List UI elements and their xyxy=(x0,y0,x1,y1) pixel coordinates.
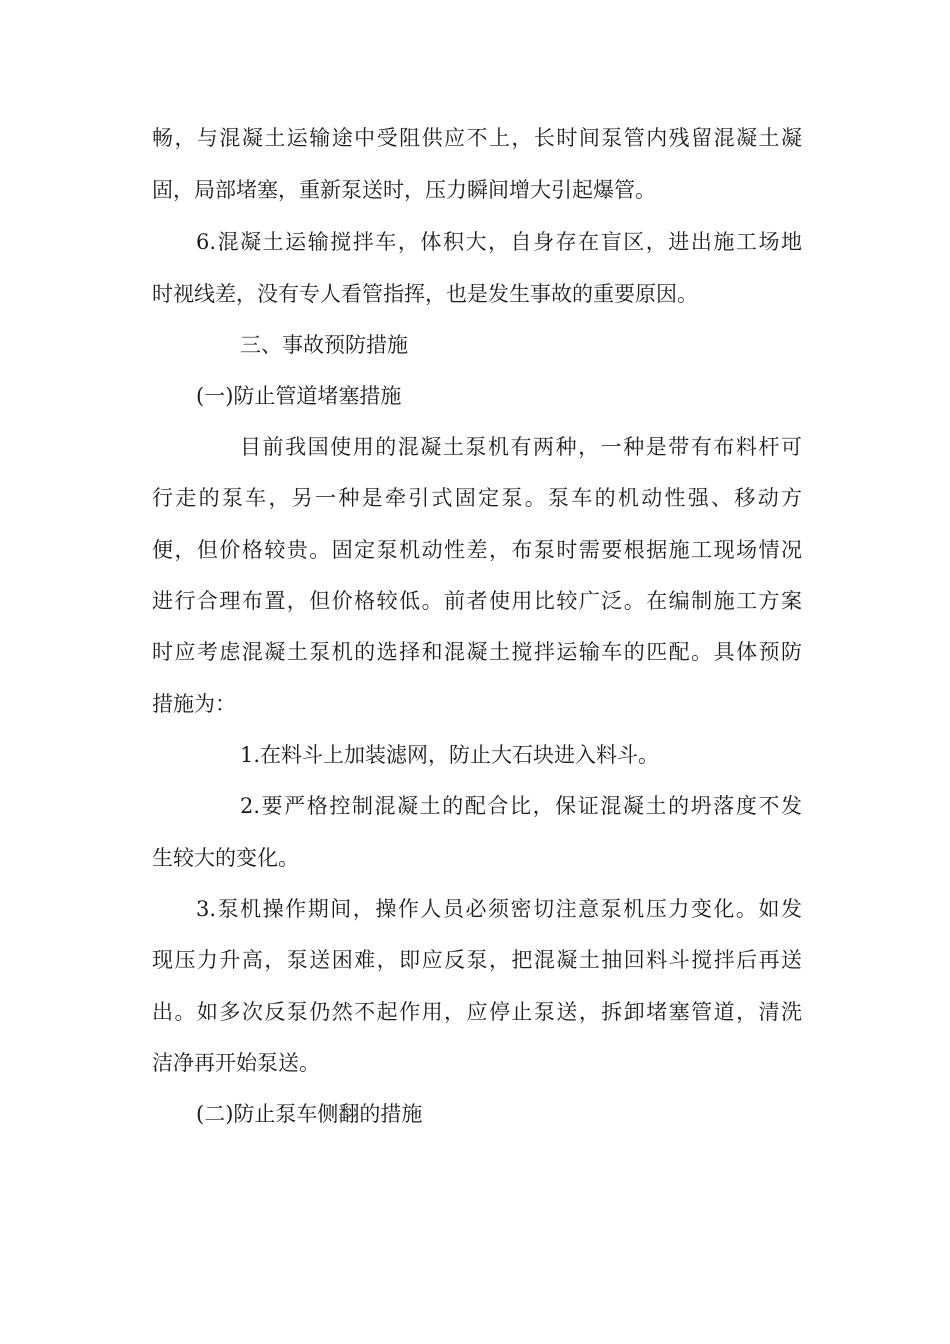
text-line: 生较大的变化。 xyxy=(152,846,299,870)
subsection-heading: (一)防止管道堵塞措施 xyxy=(196,384,402,408)
text-line: 洁净再开始泵送。 xyxy=(152,1051,320,1075)
text-line: 进行合理布置，但价格较低。前者使用比较广泛。在编制施工方案 xyxy=(152,589,802,613)
text-line: 固，局部堵塞，重新泵送时，压力瞬间增大引起爆管。 xyxy=(152,178,656,202)
text-line: 措施为： xyxy=(152,692,236,716)
subsection-heading: (二)防止泵车侧翻的措施 xyxy=(196,1102,423,1126)
text-line: 6.混凝土运输搅拌车，体积大，自身存在盲区，进出施工场地 xyxy=(196,230,802,254)
text-line: 时应考虑混凝土泵机的选择和混凝土搅拌运输车的匹配。具体预防 xyxy=(152,640,802,664)
text-line: 目前我国使用的混凝土泵机有两种，一种是带有布料杆可 xyxy=(240,435,802,459)
text-line: 现压力升高，泵送困难，即应反泵，把混凝土抽回料斗搅拌后再送 xyxy=(152,948,802,972)
list-item: 1.在料斗上加装滤网，防止大石块进入料斗。 xyxy=(240,743,660,767)
list-item: 3.泵机操作期间，操作人员必须密切注意泵机压力变化。如发 xyxy=(196,897,802,921)
list-item: 2.要严格控制混凝土的配合比，保证混凝土的坍落度不发 xyxy=(240,794,802,818)
text-line: 行走的泵车，另一种是牵引式固定泵。泵车的机动性强、移动方 xyxy=(152,486,802,510)
text-line: 畅，与混凝土运输途中受阻供应不上，长时间泵管内残留混凝土凝 xyxy=(152,126,802,150)
text-line: 出。如多次反泵仍然不起作用，应停止泵送，拆卸堵塞管道，清洗 xyxy=(152,1000,802,1024)
section-heading: 三、事故预防措施 xyxy=(240,333,408,357)
text-line: 时视线差，没有专人看管指挥，也是发生事故的重要原因。 xyxy=(152,282,698,306)
text-line: 便，但价格较贵。固定泵机动性差，布泵时需要根据施工现场情况 xyxy=(152,538,802,562)
